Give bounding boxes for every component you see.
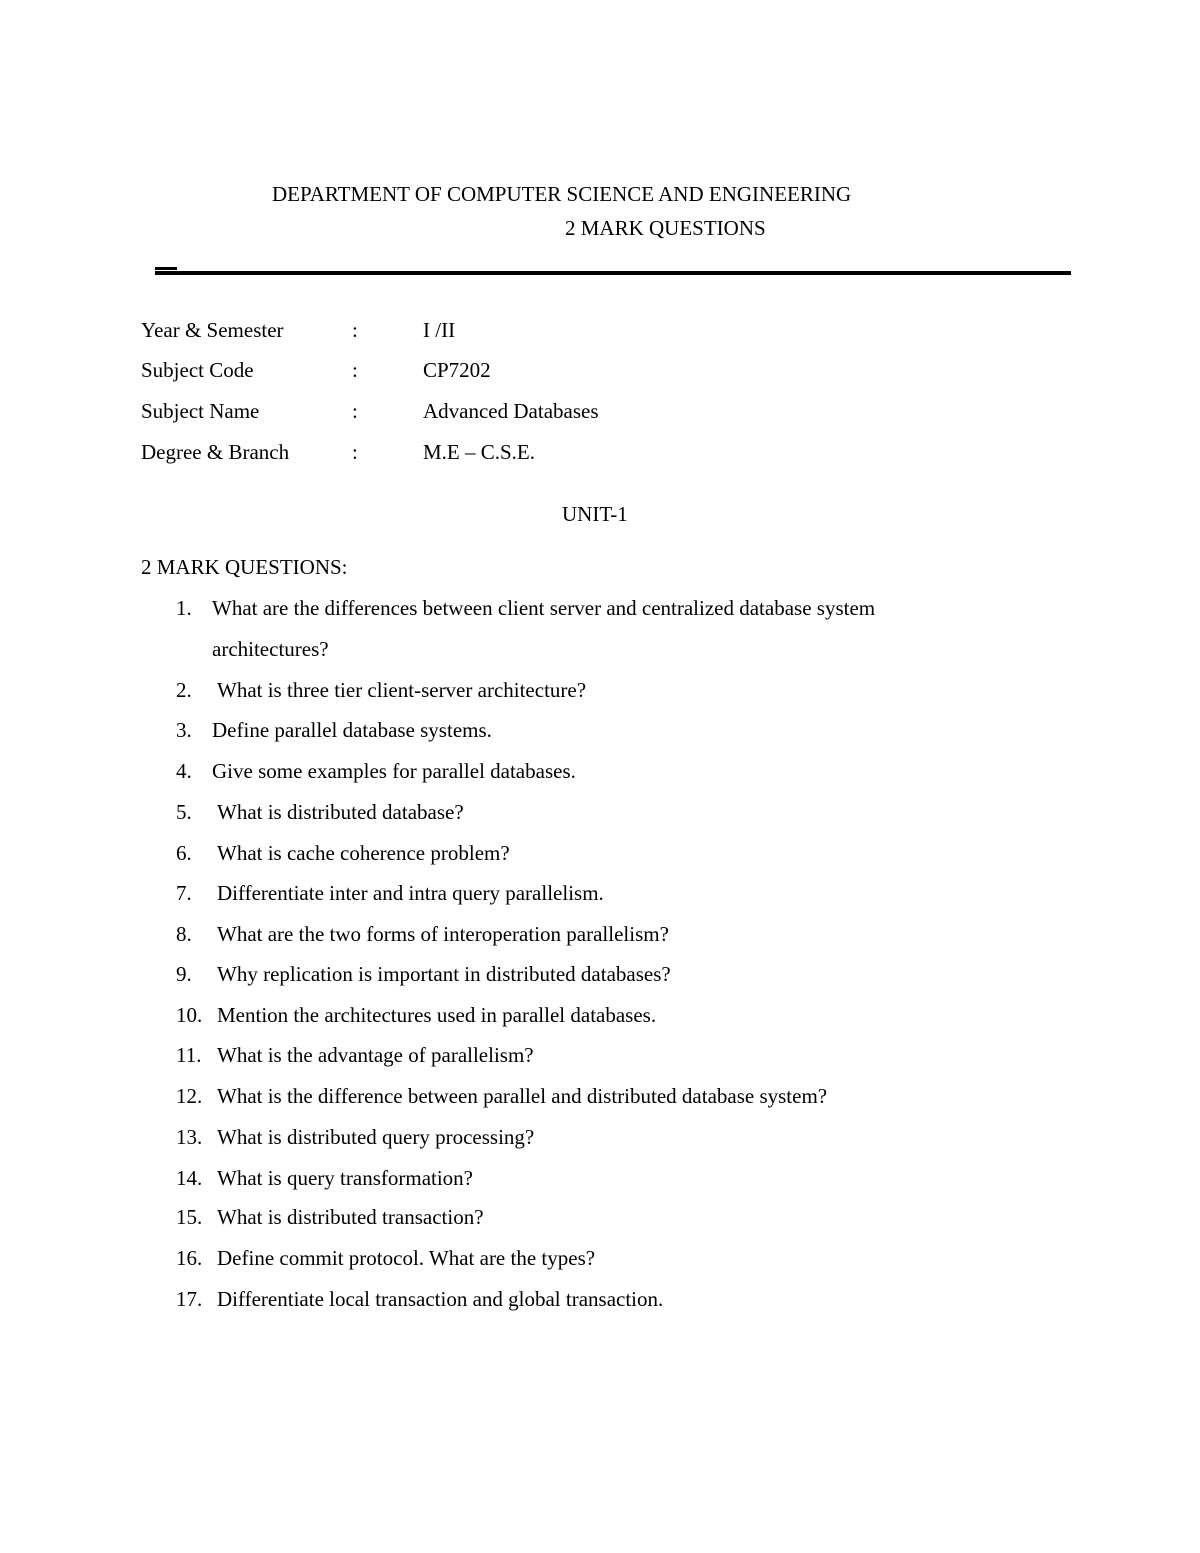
question-number: 9. [176,962,192,986]
info-colon: : [352,318,358,342]
unit-title: UNIT-1 [562,502,628,526]
question-text: Differentiate local transaction and global transaction. [217,1287,664,1311]
question-number: 7. [176,881,192,905]
question-text: What is the difference between parallel and distributed database system? [217,1084,828,1108]
question-text: Define commit protocol. What are the types? [217,1246,596,1270]
question-number: 8. [176,922,192,946]
info-value: CP7202 [423,358,491,382]
info-value: I /II [423,318,456,342]
question-number: 1. [176,596,192,620]
question-number: 5. [176,800,192,824]
info-value: Advanced Databases [423,399,599,423]
question-number: 10. [176,1003,203,1027]
question-text-continuation: architectures? [212,637,329,661]
info-value: M.E – C.S.E. [423,440,536,464]
question-number: 4. [176,759,192,783]
info-colon: : [352,358,358,382]
question-number: 17. [176,1287,203,1311]
question-text: What is distributed database? [217,800,464,824]
department-title: DEPARTMENT OF COMPUTER SCIENCE AND ENGINEERING [272,182,852,206]
section-title: 2 MARK QUESTIONS: [141,555,348,579]
question-text: What are the differences between client server and centralized database system [212,596,876,620]
question-text: Define parallel database systems. [212,718,492,742]
question-text: What are the two forms of interoperation parallelism? [217,922,669,946]
question-text: Differentiate inter and intra query parallelism. [217,881,604,905]
question-text: What is cache coherence problem? [217,841,510,865]
question-number: 11. [176,1043,202,1067]
question-number: 14. [176,1166,203,1190]
header-rule-stub [155,267,177,270]
info-label: Subject Name [141,399,260,423]
info-label: Degree & Branch [141,440,290,464]
info-colon: : [352,440,358,464]
question-text: What is distributed query processing? [217,1125,535,1149]
question-text: Give some examples for parallel databases. [212,759,576,783]
question-text: Why replication is important in distributed databases? [217,962,671,986]
question-number: 15. [176,1205,203,1229]
info-label: Year & Semester [141,318,284,342]
question-number: 12. [176,1084,203,1108]
question-text: What is the advantage of parallelism? [217,1043,534,1067]
question-number: 2. [176,678,192,702]
info-colon: : [352,399,358,423]
info-label: Subject Code [141,358,254,382]
question-number: 6. [176,841,192,865]
question-number: 13. [176,1125,203,1149]
question-text: What is distributed transaction? [217,1205,484,1229]
question-text: Mention the architectures used in parallel databases. [217,1003,657,1027]
question-number: 16. [176,1246,203,1270]
question-text: What is three tier client-server architecture? [217,678,587,702]
header-rule [155,271,1071,275]
question-text: What is query transformation? [217,1166,473,1190]
document-subtitle: 2 MARK QUESTIONS [565,216,766,240]
question-number: 3. [176,718,192,742]
